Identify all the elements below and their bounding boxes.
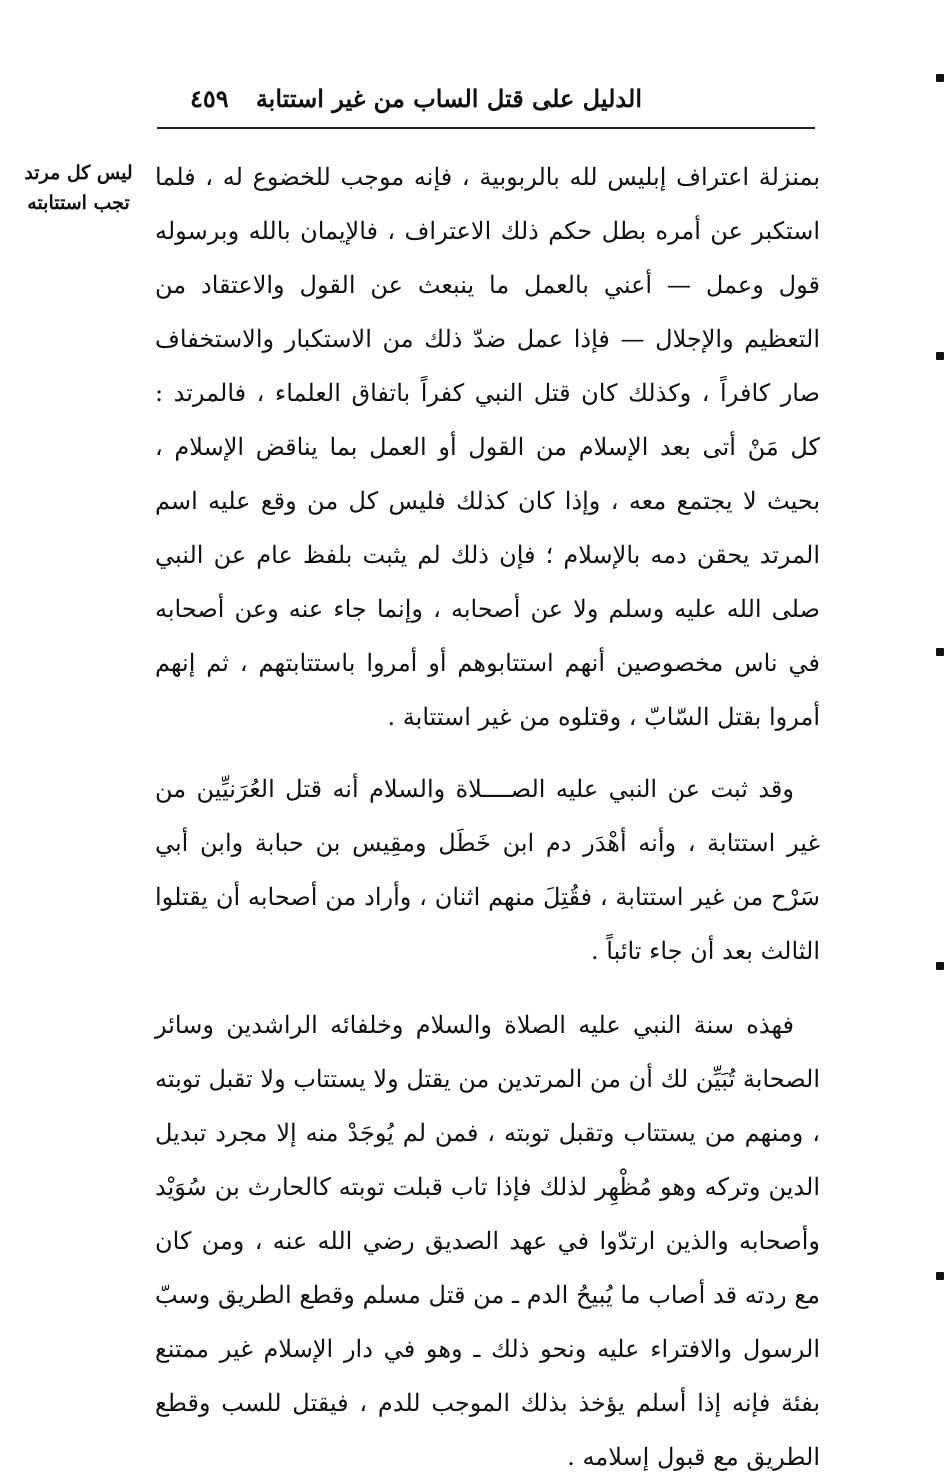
scan-mark	[936, 74, 944, 82]
running-title: الدليل على قتل الساب من غير استتابة	[255, 84, 642, 113]
paragraph-2: وقد ثبت عن النبي عليه الصــــلاة والسلام أنه قتل العُرَنيِّين من غير استتابة ، وأنه أهْدَر دم ابن خَطَل ومقِيس بن حبابة وابن أبي سَرْح من غير استتابة ، فقُتِلَ منهم اثنان ، وأراد من أصحابه أن يقتلوا الثالث بعد أن جاء تائباً .	[155, 775, 820, 965]
scan-mark	[936, 1272, 944, 1280]
header-divider	[157, 127, 815, 129]
page-number: ٤٥٩	[190, 84, 229, 113]
scan-mark	[936, 352, 944, 360]
main-text	[155, 150, 820, 1484]
margin-note	[11, 158, 146, 218]
margin-note-line-2: تجب استتابته	[27, 192, 130, 214]
paragraph-1: بمنزلة اعتراف إبليس لله بالربوبية ، فإنه موجب للخضوع له ، فلما استكبر عن أمره بطل حكم ذلك الاعتراف ، فالإيمان بالله وبرسوله قول وعمل — أعني بالعمل ما ينبعث عن القول والاعتقاد من التعظيم والإجلال — فإذا عمل ضدّ ذلك من الاستكبار والاستخفاف صار كافراً ، وكذلك كان قتل النبي كفراً باتفاق العلماء ، فالمرتد : كل مَنْ أتى بعد الإسلام من القول أو العمل بما يناقض الإسلام ، بحيث لا يجتمع معه ، وإذا كان كذلك فليس كل من وقع عليه اسم المرتد يحقن دمه بالإسلام ؛ فإن ذلك لم يثبت بلفظ عام عن النبي صلى الله عليه وسلم ولا عن أصحابه ، وإنما جاء عنه وعن أصحابه في ناس مخصوصين أنهم استتابوهم أو أمروا باستتابتهم ، ثم إنهم أمروا بقتل السّابّ ، وقتلوه من غير استتابة .	[155, 163, 821, 731]
scan-mark	[936, 648, 944, 656]
paragraph-3: فهذه سنة النبي عليه الصلاة والسلام وخلفائه الراشدين وسائر الصحابة تُبَيِّن لك أن من المرتدين من يقتل ولا يستتاب ولا تقبل توبته ، ومنهم من يستتاب وتقبل توبته ، فمن لم يُوجَدْ منه إلا مجرد تبديل الدين وتركه وهو مُظْهِر لذلك فإذا تاب قبلت توبته كالحارث بن سُوَيْد وأصحابه والذين ارتدّوا في عهد الصديق رضي الله عنه ، ومن كان مع ردته قد أصاب ما يُبيحُ الدم ـ من قتل مسلم وقطع الطريق وسبّ الرسول والافتراء عليه ونحو ذلك ـ وهو في دار الإسلام غير ممتنع بفئة فإنه إذا أسلم يؤخذ بذلك الموجب للدم ، فيقتل للسب وقطع الطريق مع قبول إسلامه .	[155, 1011, 820, 1471]
page-header	[150, 84, 650, 124]
margin-note-line-1: ليس كل مرتد	[24, 162, 133, 184]
scan-mark	[936, 962, 944, 970]
